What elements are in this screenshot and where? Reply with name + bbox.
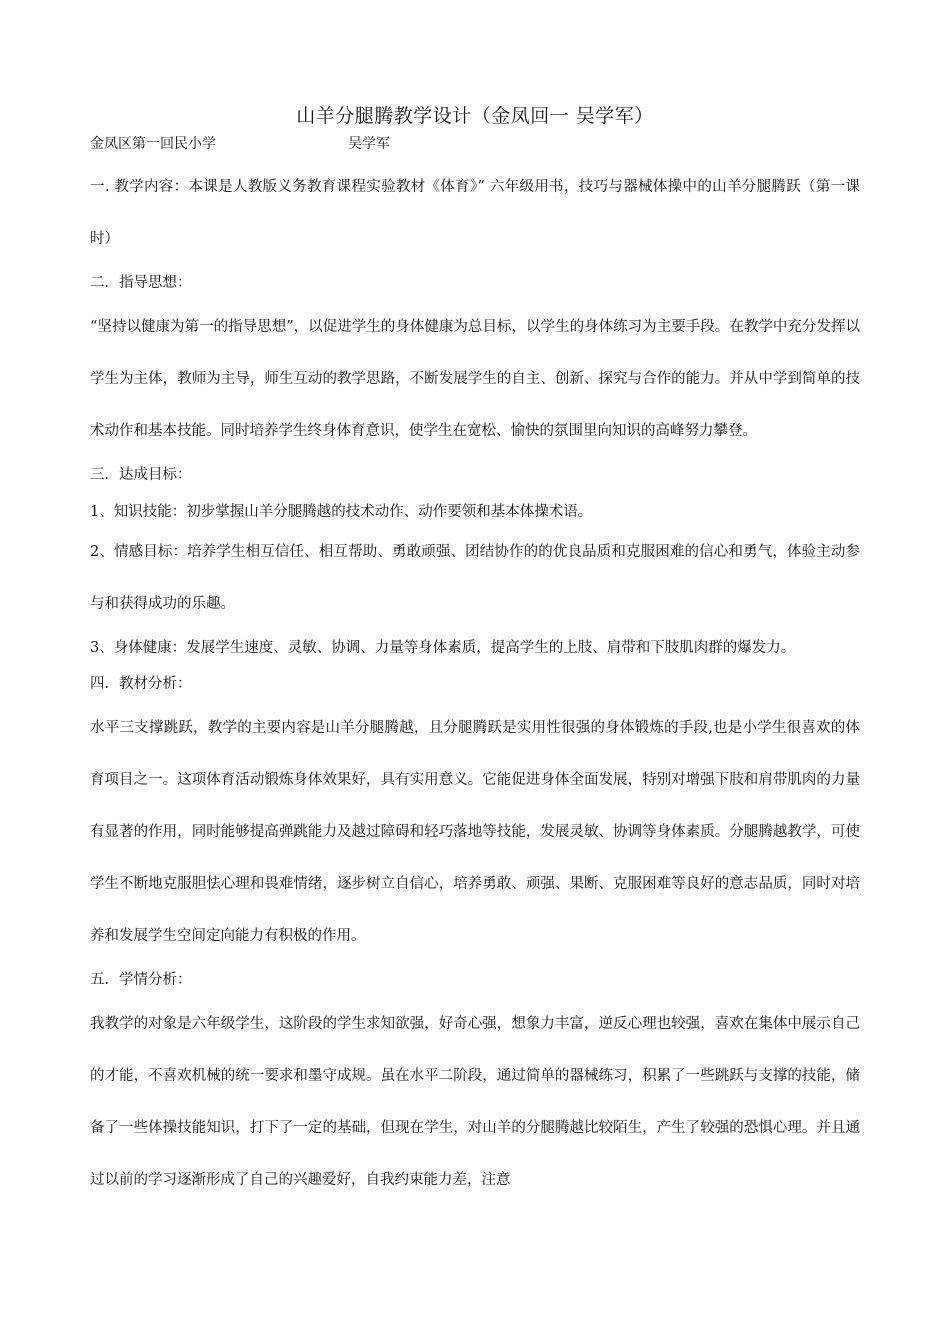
paragraph-guiding-thought: “坚持以健康为第一的指导思想”，以促进学生的身体健康为总目标，以学生的身体练习为主要手段。在教学中充分发挥以学生为主体，教师为主导，师生互动的教学思路，不断发展学生的自主、创新、探究与合作的能力。并从中学到简单的技术动作和基本技能。同时培养学生终身体育意识，使学生在宽松、愉快的氛围里向知识的高峰努力攀登。 — [90, 319, 860, 439]
goal-physical-health: 3、身体健康：发展学生速度、灵敏、协调、力量等身体素质，提高学生的上肢、肩带和下肢肌肉群的爆发力。 — [90, 640, 796, 656]
heading-goals: 三．达成目标： — [90, 467, 192, 483]
heading-student-analysis: 五．学情分析： — [90, 972, 192, 988]
document-title: 山羊分腿腾教学设计（金凤回一 吴学军） — [296, 105, 654, 127]
heading-material-analysis: 四．教材分析： — [90, 676, 192, 692]
author-name: 吴学军 — [348, 136, 390, 152]
document-body — [90, 170, 860, 1206]
goal-knowledge-skills: 1、知识技能：初步掌握山羊分腿腾越的技术动作、动作要领和基本体操术语。 — [90, 504, 593, 520]
author-line — [90, 134, 390, 154]
paragraph-student-analysis: 我教学的对象是六年级学生，这阶段的学生求知欲强，好奇心强，想象力丰富，逆反心理也较强，喜欢在集体中展示自己的才能，不喜欢机械的统一要求和墨守成规。虽在水平二阶段，通过简单的器械练习，积累了一些跳跃与支撑的技能，储备了一些体操技能知识，打下了一定的基础，但现在学生，对山羊的分腿腾越比较陌生，产生了较强的恐惧心理。并且通过以前的学习逐渐形成了自己的兴趣爱好，自我约束能力差，注意 — [90, 1016, 860, 1188]
paragraph-material-analysis: 水平三支撑跳跃，教学的主要内容是山羊分腿腾越，且分腿腾跃是实用性很强的身体锻炼的手段,也是小学生很喜欢的体育项目之一。这项体育活动锻炼身体效果好，具有实用意义。它能促进身体全面发展，特别对增强下肢和肩带肌肉的力量有显著的作用，同时能够提高弹跳能力及越过障碍和轻巧落地等技能，发展灵敏、协调等身体素质。分腿腾越教学，可使学生不断地克服胆怯心理和畏难情绪，逐步树立自信心，培养勇敢、顽强、果断、克服困难等良好的意志品质，同时对培养和发展学生空间定向能力有积极的作用。 — [90, 720, 860, 944]
school-name: 金凤区第一回民小学 — [90, 136, 216, 152]
section-teaching-content: 一. 教学内容：本课是人教版义务教育课程实验教材《体育》” 六年级用书，技巧与器械体操中的山羊分腿腾跃（第一课时） — [90, 179, 860, 247]
heading-guiding-thought: 二．指导思想： — [90, 275, 192, 291]
goal-emotional: 2、情感目标：培养学生相互信任、相互帮助、勇敢顽强、团结协作的的优良品质和克服困难的信心和勇气，体验主动参与和获得成功的乐趣。 — [90, 544, 860, 612]
